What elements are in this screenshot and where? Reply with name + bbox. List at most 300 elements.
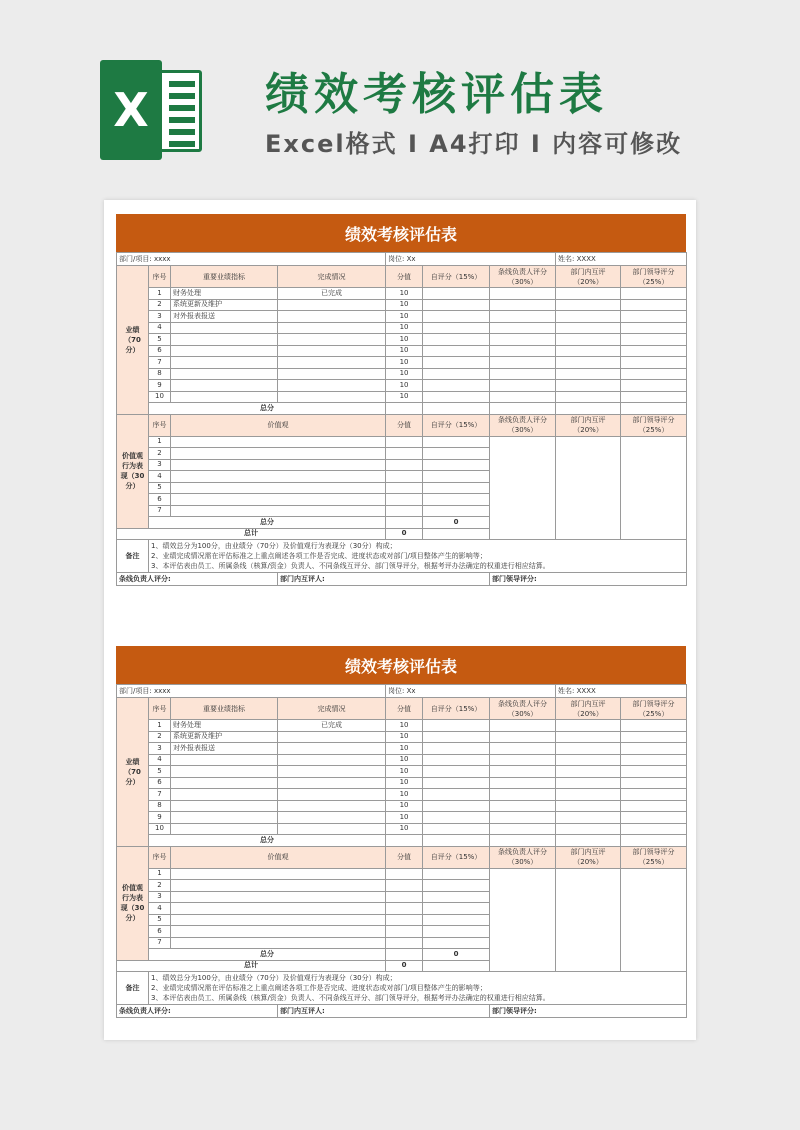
value-cell[interactable]: [171, 868, 386, 880]
score-cell[interactable]: 10: [386, 812, 423, 824]
self-score-cell[interactable]: [423, 731, 490, 743]
value-cell[interactable]: [171, 448, 386, 460]
section-value-label: 价值观行为表现（30分）: [117, 414, 149, 528]
line-score-cell[interactable]: [490, 357, 556, 369]
self-score-cell[interactable]: [423, 743, 490, 755]
self-score-cell[interactable]: [423, 903, 490, 915]
row-number: 4: [149, 322, 171, 334]
total-label: 总计: [117, 960, 386, 972]
col-value-header: 价值观: [171, 846, 386, 868]
score-cell[interactable]: [386, 891, 423, 903]
kpi-cell[interactable]: 财务处理: [171, 288, 278, 300]
kpi-cell[interactable]: [171, 345, 278, 357]
score-cell[interactable]: 10: [386, 777, 423, 789]
note-line: 1、绩效总分为100分，由业绩分（70分）及价值观行为表现分（30分）构成；: [151, 542, 397, 550]
score-cell[interactable]: [386, 868, 423, 880]
score-cell[interactable]: 10: [386, 731, 423, 743]
row-number: 8: [149, 800, 171, 812]
perf-subtotal-label: 总分: [149, 835, 386, 847]
col-peer-header: 部门内互评（20%）: [556, 414, 621, 436]
status-cell[interactable]: [278, 766, 386, 778]
sign-line-cell[interactable]: 条线负责人评分:: [117, 1005, 278, 1018]
score-cell[interactable]: 10: [386, 288, 423, 300]
lead-score-cell[interactable]: [621, 777, 687, 789]
line-score-box[interactable]: [490, 436, 556, 540]
lead-score-cell[interactable]: [621, 357, 687, 369]
dept-cell[interactable]: [117, 253, 386, 266]
post-value: Xx: [406, 254, 416, 263]
value-subtotal-label: 总分: [149, 949, 386, 961]
line-score-cell[interactable]: [490, 299, 556, 311]
line-score-cell[interactable]: [490, 288, 556, 300]
line-score-cell[interactable]: [490, 823, 556, 835]
lead-score-cell[interactable]: [621, 766, 687, 778]
form-title: 绩效考核评估表: [116, 646, 686, 684]
row-number: 7: [149, 937, 171, 949]
score-cell[interactable]: [386, 436, 423, 448]
col-no-header: 序号: [149, 266, 171, 288]
kpi-cell[interactable]: [171, 800, 278, 812]
evaluation-table: [116, 252, 687, 586]
dept-value: xxxx: [153, 254, 171, 263]
score-cell[interactable]: 10: [386, 334, 423, 346]
self-score-cell[interactable]: [423, 391, 490, 403]
dept-label: 部门/项目:: [119, 254, 152, 263]
col-line-header: 条线负责人评分（30%）: [490, 698, 556, 720]
peer-score-cell[interactable]: [556, 720, 621, 732]
table-row: [117, 789, 687, 801]
row-number: 1: [149, 720, 171, 732]
line-score-cell[interactable]: [490, 334, 556, 346]
row-number: 9: [149, 812, 171, 824]
lead-score-box[interactable]: [621, 868, 687, 972]
self-score-cell[interactable]: [423, 812, 490, 824]
line-score-cell[interactable]: [490, 322, 556, 334]
value-cell[interactable]: [171, 880, 386, 892]
score-cell[interactable]: [386, 880, 423, 892]
row-number: 3: [149, 459, 171, 471]
kpi-cell[interactable]: [171, 823, 278, 835]
section-performance-label: 业绩（70分）: [117, 698, 149, 847]
self-score-cell[interactable]: [423, 288, 490, 300]
status-cell[interactable]: [278, 800, 386, 812]
lead-score-cell[interactable]: [621, 743, 687, 755]
line-score-cell[interactable]: [490, 380, 556, 392]
score-cell[interactable]: [386, 448, 423, 460]
lead-score-cell[interactable]: [621, 823, 687, 835]
status-cell[interactable]: [278, 299, 386, 311]
value-cell[interactable]: [171, 937, 386, 949]
col-line-header: 条线负责人评分（30%）: [490, 266, 556, 288]
row-number: 5: [149, 482, 171, 494]
peer-score-cell[interactable]: [556, 322, 621, 334]
value-subtotal-label: 总分: [149, 517, 386, 529]
peer-score-cell[interactable]: [556, 368, 621, 380]
value-cell[interactable]: [171, 505, 386, 517]
status-cell[interactable]: [278, 357, 386, 369]
kpi-cell[interactable]: [171, 789, 278, 801]
col-kpi-header: 重要业绩指标: [171, 698, 278, 720]
value-cell[interactable]: [171, 926, 386, 938]
evaluation-table: [116, 684, 687, 1018]
score-cell[interactable]: 10: [386, 357, 423, 369]
self-score-cell[interactable]: [423, 368, 490, 380]
score-cell[interactable]: [386, 494, 423, 506]
status-cell[interactable]: [278, 334, 386, 346]
value-cell[interactable]: [171, 459, 386, 471]
table-row: [117, 436, 687, 448]
col-no-header: 序号: [149, 698, 171, 720]
status-cell[interactable]: [278, 823, 386, 835]
score-cell[interactable]: [386, 937, 423, 949]
post-cell[interactable]: [386, 685, 556, 698]
sign-lead-cell[interactable]: 部门领导评分:: [490, 573, 687, 586]
row-number: 2: [149, 448, 171, 460]
status-cell[interactable]: 已完成: [278, 288, 386, 300]
line-score-cell[interactable]: [490, 311, 556, 323]
lead-score-cell[interactable]: [621, 754, 687, 766]
perf-header-row: [117, 266, 687, 288]
lead-score-cell[interactable]: [621, 322, 687, 334]
lead-score-cell[interactable]: [621, 391, 687, 403]
col-self-header: 自评分（15%）: [423, 414, 490, 436]
row-number: 2: [149, 731, 171, 743]
col-score-header: 分值: [386, 698, 423, 720]
value-cell[interactable]: [171, 471, 386, 483]
value-header-row: [117, 414, 687, 436]
kpi-cell[interactable]: [171, 391, 278, 403]
line-score-cell[interactable]: [490, 800, 556, 812]
signature-row: [117, 1005, 687, 1018]
col-lead-header: 部门领导评分（25%）: [621, 698, 687, 720]
col-value-header: 价值观: [171, 414, 386, 436]
lead-score-cell[interactable]: [621, 288, 687, 300]
self-score-cell[interactable]: [423, 448, 490, 460]
peer-score-cell[interactable]: [556, 754, 621, 766]
row-number: 10: [149, 823, 171, 835]
self-score-cell[interactable]: [423, 937, 490, 949]
score-cell[interactable]: 10: [386, 754, 423, 766]
col-no-header: 序号: [149, 414, 171, 436]
line-score-cell[interactable]: [490, 754, 556, 766]
name-cell[interactable]: [556, 253, 687, 266]
col-self-header: 自评分（15%）: [423, 266, 490, 288]
value-cell[interactable]: [171, 494, 386, 506]
value-cell[interactable]: [171, 914, 386, 926]
status-cell[interactable]: [278, 345, 386, 357]
kpi-cell[interactable]: [171, 380, 278, 392]
lead-score-cell[interactable]: [621, 345, 687, 357]
row-number: 3: [149, 311, 171, 323]
value-subtotal-value[interactable]: 0: [423, 517, 490, 529]
self-score-cell[interactable]: [423, 322, 490, 334]
self-score-cell[interactable]: [423, 459, 490, 471]
self-score-cell[interactable]: [423, 800, 490, 812]
notes-row: [117, 972, 687, 1005]
peer-score-box[interactable]: [556, 436, 621, 540]
score-cell[interactable]: 10: [386, 380, 423, 392]
peer-score-cell[interactable]: [556, 288, 621, 300]
lead-score-cell[interactable]: [621, 380, 687, 392]
kpi-cell[interactable]: [171, 322, 278, 334]
line-score-cell[interactable]: [490, 766, 556, 778]
self-score-cell[interactable]: [423, 720, 490, 732]
table-row: [117, 345, 687, 357]
self-score-cell[interactable]: [423, 789, 490, 801]
score-cell[interactable]: 10: [386, 766, 423, 778]
kpi-cell[interactable]: [171, 777, 278, 789]
score-cell[interactable]: 10: [386, 789, 423, 801]
value-cell[interactable]: [171, 891, 386, 903]
self-score-cell[interactable]: [423, 754, 490, 766]
col-status-header: 完成情况: [278, 266, 386, 288]
self-score-cell[interactable]: [423, 334, 490, 346]
self-score-cell[interactable]: [423, 926, 490, 938]
peer-score-cell[interactable]: [556, 789, 621, 801]
kpi-cell[interactable]: 对外报表报送: [171, 743, 278, 755]
lead-score-cell[interactable]: [621, 334, 687, 346]
col-peer-header: 部门内互评（20%）: [556, 846, 621, 868]
self-score-cell[interactable]: [423, 891, 490, 903]
lead-score-cell[interactable]: [621, 731, 687, 743]
score-cell[interactable]: 10: [386, 743, 423, 755]
status-cell[interactable]: 已完成: [278, 720, 386, 732]
self-score-cell[interactable]: [423, 868, 490, 880]
self-score-cell[interactable]: [423, 357, 490, 369]
table-row: [117, 777, 687, 789]
peer-score-cell[interactable]: [556, 731, 621, 743]
col-line-header: 条线负责人评分（30%）: [490, 846, 556, 868]
note-line: 2、业绩完成情况需在评估标准之上重点阐述各项工作是否完成、进度状态或对部门/项目整体产生的影响等；: [151, 552, 487, 560]
col-score-header: 分值: [386, 846, 423, 868]
score-cell[interactable]: 10: [386, 345, 423, 357]
kpi-cell[interactable]: 对外报表报送: [171, 311, 278, 323]
sign-peer-cell[interactable]: 部门内互评人:: [278, 573, 490, 586]
score-cell[interactable]: [386, 471, 423, 483]
sign-peer-cell[interactable]: 部门内互评人:: [278, 1005, 490, 1018]
status-cell[interactable]: [278, 322, 386, 334]
signature-row: [117, 573, 687, 586]
lead-score-cell[interactable]: [621, 368, 687, 380]
self-score-cell[interactable]: [423, 914, 490, 926]
col-lead-header: 部门领导评分（25%）: [621, 846, 687, 868]
row-number: 1: [149, 288, 171, 300]
score-cell[interactable]: [386, 914, 423, 926]
evaluation-form: [116, 646, 686, 1018]
kpi-cell[interactable]: [171, 357, 278, 369]
col-self-header: 自评分（15%）: [423, 698, 490, 720]
kpi-cell[interactable]: [171, 754, 278, 766]
lead-score-cell[interactable]: [621, 311, 687, 323]
value-subtotal-value[interactable]: 0: [423, 949, 490, 961]
peer-score-box[interactable]: [556, 868, 621, 972]
table-row: [117, 731, 687, 743]
score-cell[interactable]: [386, 482, 423, 494]
score-cell[interactable]: 10: [386, 720, 423, 732]
line-score-cell[interactable]: [490, 789, 556, 801]
total-value[interactable]: 0: [386, 528, 423, 540]
kpi-cell[interactable]: 系统更新及维护: [171, 299, 278, 311]
status-cell[interactable]: [278, 754, 386, 766]
kpi-cell[interactable]: [171, 368, 278, 380]
dept-cell[interactable]: [117, 685, 386, 698]
post-cell[interactable]: [386, 253, 556, 266]
note-line: 2、业绩完成情况需在评估标准之上重点阐述各项工作是否完成、进度状态或对部门/项目整体产生的影响等；: [151, 984, 487, 992]
dept-label: 部门/项目:: [119, 686, 152, 695]
table-row: [117, 311, 687, 323]
table-row: [117, 322, 687, 334]
name-value: XXXX: [576, 686, 596, 695]
peer-score-cell[interactable]: [556, 299, 621, 311]
notes-label: 备注: [117, 972, 149, 1005]
peer-score-cell[interactable]: [556, 357, 621, 369]
sign-line-cell[interactable]: 条线负责人评分:: [117, 573, 278, 586]
self-score-cell[interactable]: [423, 482, 490, 494]
self-score-cell[interactable]: [423, 471, 490, 483]
lead-score-cell[interactable]: [621, 812, 687, 824]
table-row: [117, 288, 687, 300]
peer-score-cell[interactable]: [556, 345, 621, 357]
row-number: 1: [149, 436, 171, 448]
score-cell[interactable]: 10: [386, 311, 423, 323]
table-row: [117, 868, 687, 880]
banner-title: 绩效考核评估表: [265, 69, 608, 120]
self-score-cell[interactable]: [423, 494, 490, 506]
status-cell[interactable]: [278, 743, 386, 755]
perf-subtotal-value[interactable]: [423, 835, 490, 847]
peer-score-cell[interactable]: [556, 812, 621, 824]
name-value: XXXX: [576, 254, 596, 263]
dept-value: xxxx: [153, 686, 171, 695]
score-cell[interactable]: [386, 903, 423, 915]
kpi-cell[interactable]: 系统更新及维护: [171, 731, 278, 743]
row-number: 6: [149, 345, 171, 357]
status-cell[interactable]: [278, 391, 386, 403]
line-score-cell[interactable]: [490, 743, 556, 755]
self-score-cell[interactable]: [423, 766, 490, 778]
total-value[interactable]: 0: [386, 960, 423, 972]
line-score-cell[interactable]: [490, 368, 556, 380]
line-score-cell[interactable]: [490, 812, 556, 824]
row-number: 6: [149, 494, 171, 506]
line-score-cell[interactable]: [490, 345, 556, 357]
peer-score-cell[interactable]: [556, 766, 621, 778]
status-cell[interactable]: [278, 311, 386, 323]
table-row: [117, 380, 687, 392]
self-score-cell[interactable]: [423, 436, 490, 448]
peer-score-cell[interactable]: [556, 800, 621, 812]
status-cell[interactable]: [278, 380, 386, 392]
logo-letter: X: [100, 60, 162, 160]
lead-score-cell[interactable]: [621, 789, 687, 801]
score-cell[interactable]: [386, 926, 423, 938]
perf-subtotal-label: 总分: [149, 403, 386, 415]
value-cell[interactable]: [171, 436, 386, 448]
score-cell[interactable]: [386, 505, 423, 517]
table-row: [117, 299, 687, 311]
status-cell[interactable]: [278, 789, 386, 801]
line-score-cell[interactable]: [490, 391, 556, 403]
peer-score-cell[interactable]: [556, 380, 621, 392]
kpi-cell[interactable]: [171, 812, 278, 824]
row-number: 5: [149, 766, 171, 778]
line-score-cell[interactable]: [490, 720, 556, 732]
self-score-cell[interactable]: [423, 777, 490, 789]
score-cell[interactable]: 10: [386, 823, 423, 835]
sign-lead-cell[interactable]: 部门领导评分:: [490, 1005, 687, 1018]
banner-subtitle: Excel格式 I A4打印 I 内容可修改: [265, 130, 683, 158]
table-row: [117, 357, 687, 369]
score-cell[interactable]: [386, 459, 423, 471]
kpi-cell[interactable]: [171, 334, 278, 346]
perf-subtotal-value[interactable]: [423, 403, 490, 415]
lead-score-cell[interactable]: [621, 720, 687, 732]
row-number: 7: [149, 505, 171, 517]
line-score-cell[interactable]: [490, 731, 556, 743]
value-cell[interactable]: [171, 482, 386, 494]
lead-score-cell[interactable]: [621, 800, 687, 812]
table-row: [117, 368, 687, 380]
peer-score-cell[interactable]: [556, 311, 621, 323]
peer-score-cell[interactable]: [556, 334, 621, 346]
self-score-cell[interactable]: [423, 311, 490, 323]
status-cell[interactable]: [278, 368, 386, 380]
peer-score-cell[interactable]: [556, 777, 621, 789]
self-score-cell[interactable]: [423, 345, 490, 357]
peer-score-cell[interactable]: [556, 391, 621, 403]
col-score-header: 分值: [386, 414, 423, 436]
status-cell[interactable]: [278, 812, 386, 824]
col-score-header: 分值: [386, 266, 423, 288]
score-cell[interactable]: 10: [386, 299, 423, 311]
post-value: Xx: [406, 686, 416, 695]
self-score-cell[interactable]: [423, 880, 490, 892]
score-cell[interactable]: 10: [386, 800, 423, 812]
name-cell[interactable]: [556, 685, 687, 698]
table-row: [117, 334, 687, 346]
score-cell[interactable]: 10: [386, 322, 423, 334]
score-cell[interactable]: 10: [386, 368, 423, 380]
status-cell[interactable]: [278, 777, 386, 789]
row-number: 1: [149, 868, 171, 880]
lead-score-box[interactable]: [621, 436, 687, 540]
notes-cell: [149, 540, 687, 573]
info-row: [117, 253, 687, 266]
form-title: 绩效考核评估表: [116, 214, 686, 252]
row-number: 4: [149, 471, 171, 483]
row-number: 5: [149, 334, 171, 346]
score-cell[interactable]: 10: [386, 391, 423, 403]
row-number: 3: [149, 891, 171, 903]
line-score-box[interactable]: [490, 868, 556, 972]
line-score-cell[interactable]: [490, 777, 556, 789]
kpi-cell[interactable]: 财务处理: [171, 720, 278, 732]
notes-label: 备注: [117, 540, 149, 573]
self-score-cell[interactable]: [423, 380, 490, 392]
status-cell[interactable]: [278, 731, 386, 743]
kpi-cell[interactable]: [171, 766, 278, 778]
self-score-cell[interactable]: [423, 823, 490, 835]
peer-score-cell[interactable]: [556, 823, 621, 835]
row-number: 6: [149, 777, 171, 789]
peer-score-cell[interactable]: [556, 743, 621, 755]
row-number: 5: [149, 914, 171, 926]
lead-score-cell[interactable]: [621, 299, 687, 311]
col-status-header: 完成情况: [278, 698, 386, 720]
self-score-cell[interactable]: [423, 505, 490, 517]
value-cell[interactable]: [171, 903, 386, 915]
self-score-cell[interactable]: [423, 299, 490, 311]
